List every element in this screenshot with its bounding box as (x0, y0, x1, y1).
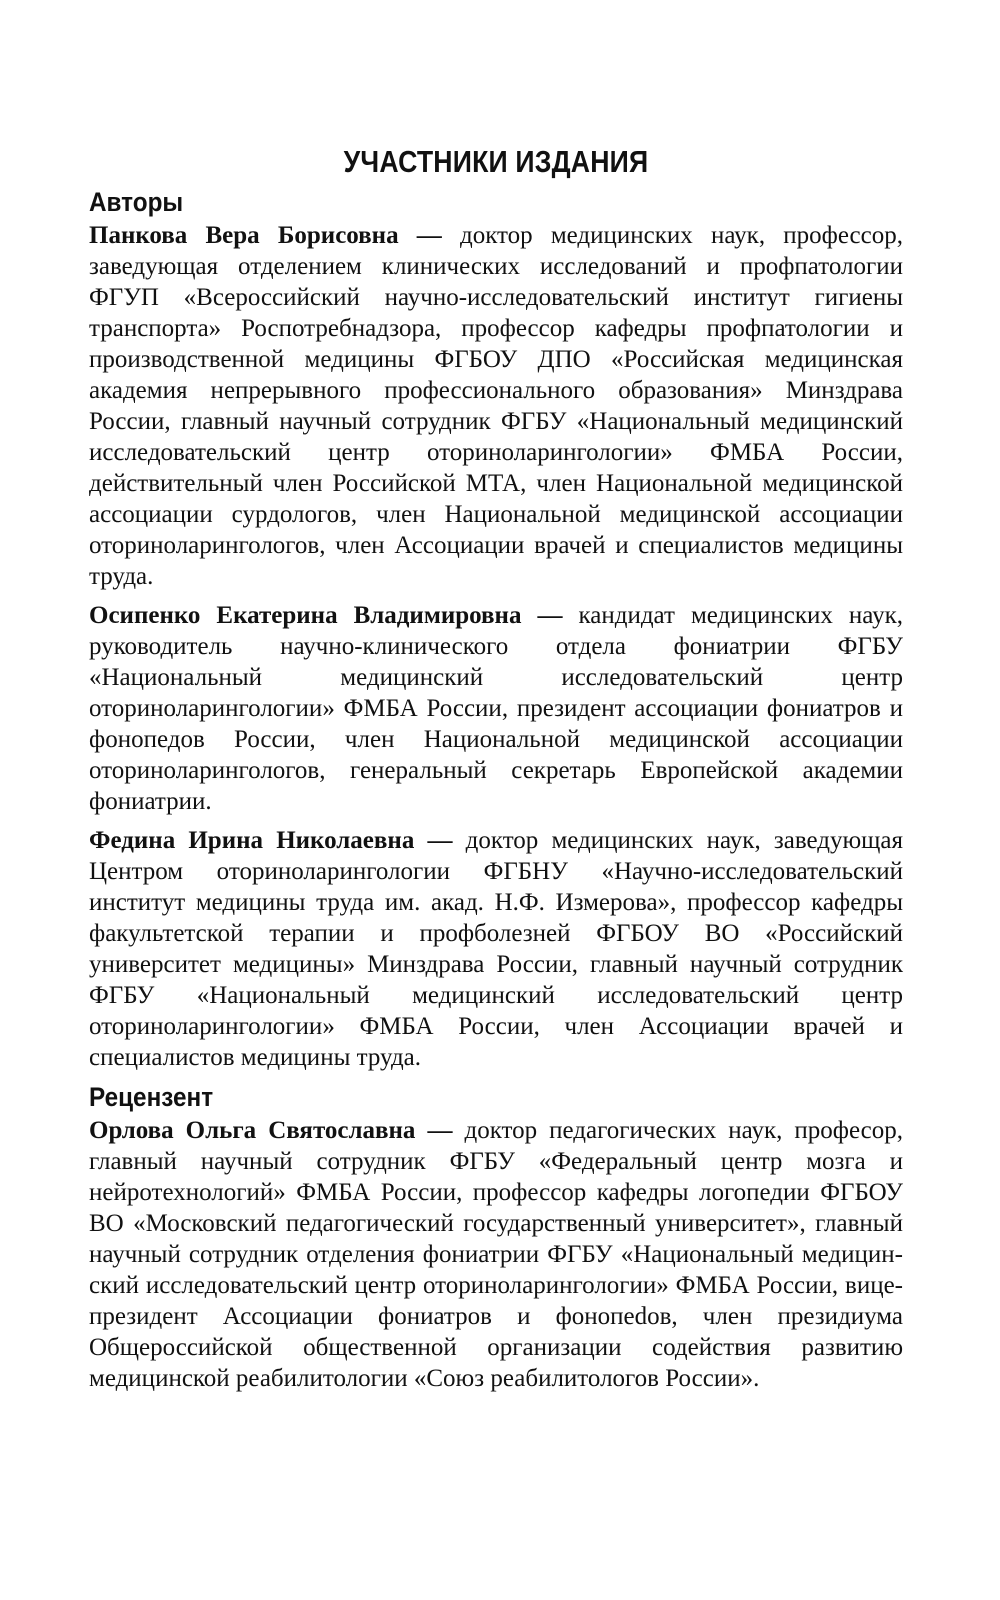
author-description: доктор медицинских наук, профессор, заведующая отделением клинических исследований и профпатологии ФГУП «Всероссийский научно-исследовательский институт гигиены транспорта» Роспотребнадзора, профессор кафедры профпатологии и производственной медицины ФГБОУ ДПО «Российская медицинская академия непрерывного профессионального образования» Минздрава России, главный научный сотрудник ФГБУ «Национальный медицинский исследовательский центр оториноларингологии» ФМБА России, действительный член Российской МТА, член Национальной медицинской ассоциации сурдологов, член Национальной медицинской ассоциации оториноларингологов, член Ассоциации врачей и специалистов медицины труда. (89, 222, 904, 590)
author-description: кандидат медицинских наук, руководитель научно-клинического отдела фониатрии ФГБУ «Национальный медицинский исследовательский центр оториноларингологии» ФМБА России, президент ассоциации фониатров и фонопедов России, член Национальной медицинской ассоциации оториноларингологов, генеральный секретарь Европейской академии фониатрии. (89, 602, 904, 815)
document-page (89, 140, 903, 1402)
author-name: Осипенко Екатерина Владимировна (89, 602, 522, 629)
author-entry-osipenko (89, 600, 903, 817)
author-name: Панкова Вера Борисовна (89, 222, 399, 249)
section-heading-reviewer: Рецензент (89, 1082, 214, 1112)
name-dash: — (521, 602, 579, 629)
reviewer-description: доктор педагогических наук, професор, главный научный сотрудник ФГБУ «Федеральный центр мозга и нейротехнологий» ФМБА России, профессор кафедры логопедии ФГБОУ ВО «Московский педагогический государственный университет», главный научный сотрудник отделения фониатрии ФГБУ «Национальный медицинский исследовательский центр оториноларингологии» ФМБА России, вице-президент Ассоциации фониатров и фонопеdов, член президиума Общероссийской общественной организации содействия развитию медицинской реабилитологии «Союз реабилитологов России». (89, 1117, 904, 1392)
author-name: Федина Ирина Николаевна (89, 827, 415, 854)
author-entry-pankova (89, 220, 903, 592)
reviewer-name: Орлова Ольга Святославна (89, 1117, 416, 1144)
name-dash: — (414, 827, 466, 854)
section-heading-authors: Авторы (89, 187, 184, 217)
name-dash: — (415, 1117, 465, 1144)
page-title: УЧАСТНИКИ ИЗДАНИЯ (343, 144, 649, 179)
author-description: доктор медицинских наук, заведующая Центром оториноларингологии ФГБНУ «Научно-исследовательский институт медицины труда им. акад. Н.Ф. Измерова», профессор кафедры факультетской терапии и профболезней ФГБОУ ВО «Российский университет медицины» Минздрава России, главный научный сотрудник ФГБУ «Национальный медицинский исследовательский центр оториноларингологии» ФМБА России, член Ассоциации врачей и специалистов медицины труда. (89, 827, 903, 1071)
section-reviewer (89, 1081, 903, 1394)
name-dash: — (398, 222, 460, 249)
author-entry-fedina (89, 825, 903, 1073)
reviewer-entry-orlova (89, 1115, 903, 1394)
section-authors (89, 186, 903, 1073)
